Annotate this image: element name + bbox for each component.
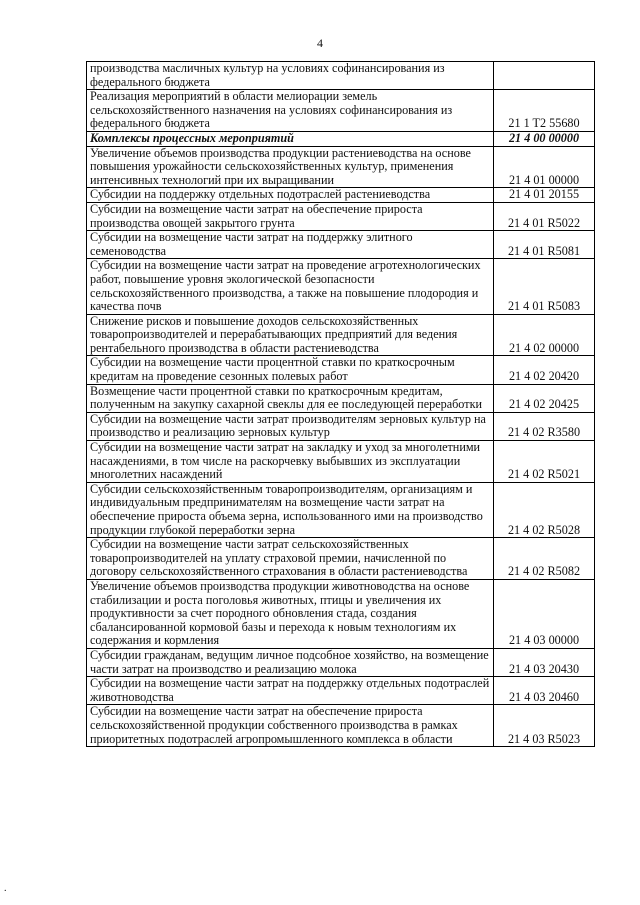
row-code: 21 4 01 R5083 bbox=[494, 259, 595, 314]
table-row bbox=[87, 441, 595, 483]
table-row bbox=[87, 384, 595, 412]
table-row bbox=[87, 188, 595, 203]
row-description: Субсидии на возмещение части затрат на закладку и уход за многолетними насаждениями, в том числе на раскорчевку выбывших из эксплуатации многолетних насаждений bbox=[87, 441, 494, 483]
row-description: Реализация мероприятий в области мелиорации земель сельскохозяйственного назначения на условиях софинансирования из федерального бюджета bbox=[87, 90, 494, 132]
row-description: Снижение рисков и повышение доходов сельскохозяйственных товаропроизводителей и перерабатывающих предприятий для ведения рентабельного производства в области растениеводства bbox=[87, 314, 494, 356]
row-code: 21 4 02 R3580 bbox=[494, 412, 595, 440]
row-description: Субсидии сельскохозяйственным товаропроизводителям, организациям и индивидуальным предпринимателям на возмещение части затрат на обеспечение прироста объема зерна, использованного ими на производство продукции глубокой переработки зерна bbox=[87, 482, 494, 537]
row-description: производства масличных культур на условиях софинансирования из федерального бюджета bbox=[87, 62, 494, 90]
row-code: 21 4 03 R5023 bbox=[494, 705, 595, 747]
table-row bbox=[87, 356, 595, 384]
table-row bbox=[87, 90, 595, 132]
row-code: 21 4 01 R5022 bbox=[494, 202, 595, 230]
row-description: Субсидии на возмещение части процентной ставки по краткосрочным кредитам на проведение сезонных полевых работ bbox=[87, 356, 494, 384]
row-description: Субсидии на возмещение части затрат на проведение агротехнологических работ, повышение уровня экологической безопасности сельскохозяйственного производства, а также на повышение плодородия и качества почв bbox=[87, 259, 494, 314]
row-description: Субсидии гражданам, ведущим личное подсобное хозяйство, на возмещение части затрат на производство и реализацию молока bbox=[87, 648, 494, 676]
table-row bbox=[87, 202, 595, 230]
row-code: 21 4 02 00000 bbox=[494, 314, 595, 356]
scan-mark: . bbox=[4, 883, 7, 894]
table-row bbox=[87, 648, 595, 676]
row-code: 21 4 00 00000 bbox=[494, 131, 595, 146]
row-description: Субсидии на возмещение части затрат на обеспечение прироста производства овощей закрытого грунта bbox=[87, 202, 494, 230]
table-row bbox=[87, 705, 595, 747]
row-code bbox=[494, 62, 595, 90]
row-description: Увеличение объемов производства продукции растениеводства на основе повышения урожайности сельскохозяйственных культур, применения интенсивных технологий при их выращивании bbox=[87, 146, 494, 188]
row-description: Субсидии на возмещение части затрат на поддержку элитного семеноводства bbox=[87, 231, 494, 259]
row-code: 21 4 02 20420 bbox=[494, 356, 595, 384]
table-row bbox=[87, 259, 595, 314]
row-code: 21 4 01 20155 bbox=[494, 188, 595, 203]
row-code: 21 4 03 20460 bbox=[494, 677, 595, 705]
row-description: Субсидии на поддержку отдельных подотраслей растениеводства bbox=[87, 188, 494, 203]
row-code: 21 4 01 00000 bbox=[494, 146, 595, 188]
table-body bbox=[87, 62, 595, 747]
table-row bbox=[87, 412, 595, 440]
table-row bbox=[87, 579, 595, 648]
table-row bbox=[87, 677, 595, 705]
table-row bbox=[87, 314, 595, 356]
table-row bbox=[87, 146, 595, 188]
row-code: 21 4 02 R5028 bbox=[494, 482, 595, 537]
row-code: 21 4 03 00000 bbox=[494, 579, 595, 648]
row-code: 21 1 T2 55680 bbox=[494, 90, 595, 132]
row-description: Субсидии на возмещение части затрат производителям зерновых культур на производство и реализацию зерновых культур bbox=[87, 412, 494, 440]
row-code: 21 4 03 20430 bbox=[494, 648, 595, 676]
row-description: Субсидии на возмещение части затрат сельскохозяйственных товаропроизводителей на уплату страховой премии, начисленной по договору сельскохозяйственного страхования в области растениеводства bbox=[87, 538, 494, 580]
budget-classification-table bbox=[86, 61, 595, 747]
table-row bbox=[87, 538, 595, 580]
row-description: Субсидии на возмещение части затрат на обеспечение прироста сельскохозяйственной продукции собственного производства в рамках приоритетных подотраслей агропромышленного комплекса в области bbox=[87, 705, 494, 747]
row-code: 21 4 02 R5082 bbox=[494, 538, 595, 580]
row-code: 21 4 02 R5021 bbox=[494, 441, 595, 483]
row-description: Увеличение объемов производства продукции животноводства на основе стабилизации и роста поголовья животных, птицы и увеличения их продуктивности за счет породного обновления стада, создания сбалансированной кормовой базы и перехода к новым технологиям их содержания и кормления bbox=[87, 579, 494, 648]
row-description: Комплексы процессных мероприятий bbox=[87, 131, 494, 146]
table-row bbox=[87, 482, 595, 537]
row-code: 21 4 01 R5081 bbox=[494, 231, 595, 259]
row-code: 21 4 02 20425 bbox=[494, 384, 595, 412]
table-row bbox=[87, 131, 595, 146]
table-row bbox=[87, 231, 595, 259]
row-description: Возмещение части процентной ставки по краткосрочным кредитам, полученным на закупку сахарной свеклы для ее последующей переработки bbox=[87, 384, 494, 412]
table-row bbox=[87, 62, 595, 90]
row-description: Субсидии на возмещение части затрат на поддержку отдельных подотраслей животноводства bbox=[87, 677, 494, 705]
page-number: 4 bbox=[317, 36, 323, 50]
